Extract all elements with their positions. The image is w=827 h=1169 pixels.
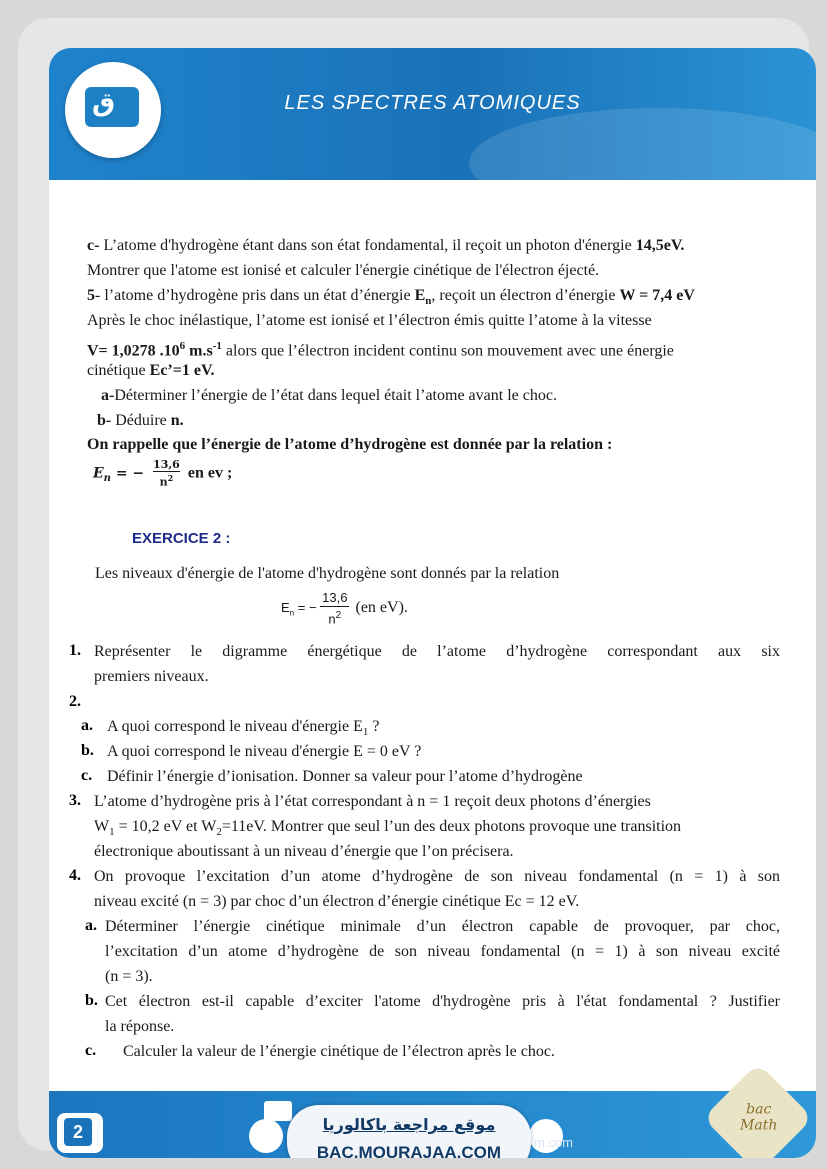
page-title: LES SPECTRES ATOMIQUES [284,92,581,114]
question-4a-line3: (n = 3). [105,968,153,985]
question-4a-line2: l’excitation d’un atome d’hydrogène de son niveau fondamental (n = 1) à son niveau excité [105,943,780,960]
question-4b-line2: la réponse. [105,1018,175,1035]
question-3-line1: L’atome d’hydrogène pris à l’état correspondant à n = 1 reçoit deux photons d’énergies [94,793,651,810]
question-1-line2: premiers niveaux. [94,668,209,685]
question-2b-number: b. [81,742,94,759]
question-3-line3: électronique aboutissant à un niveau d’énergie que l’on précisera. [94,843,514,860]
question-5-line3: V= 1,0278 $.10^6$ $m.s^{-1}$ alors que l’électron incident continu son mouvement avec une énergie [87,340,674,360]
question-4a-number: a. [85,917,97,934]
question-4-line2: niveau excité (n = 3) par choc d’un électron d’énergie cinétique Ec = 12 eV. [94,893,580,910]
page-number-badge [57,1113,103,1153]
site-name-arabic[interactable]: موقع مراجعة باكالوريا [322,1115,496,1134]
question-4-line1: On provoque l’excitation d’un atome d’hydrogène de son niveau fondamental (n = 1) à son [94,868,780,885]
question-3-line2: $W_1 = 10,2$ eV et $W_2=11eV$. Montrer que seul l’un des deux photons provoque une transition [94,818,682,839]
url-fragment: m.com [534,1135,573,1150]
question-2c: Définir l’énergie d’ionisation. Donner sa valeur pour l’atome d’hydrogène [107,768,583,785]
question-2-number: 2. [69,693,81,710]
question-2a: A quoi correspond le niveau d'énergie $E_1$ ? [107,718,380,739]
question-2b: A quoi correspond le niveau d'énergie E = 0 eV ? [107,743,422,760]
page-frame [18,18,809,1158]
question-4c-number: c. [85,1042,97,1059]
document-sheet [49,48,816,1158]
question-5a: a-Déterminer l’énergie de l’état dans lequel était l’atome avant le choc. [101,387,557,404]
page-number: 2 [64,1118,92,1146]
footer-banner [49,1091,816,1158]
energy-formula: $E_n$ = − $\frac{13,6}{n^2}$ en ev ; [93,458,233,489]
header-banner [49,48,816,180]
question-1-number: 1. [69,642,81,659]
exercise-2-title: EXERCICE 2 : [132,530,231,547]
question-5b: b- Déduire n. [97,412,184,429]
site-link[interactable] [287,1105,531,1158]
question-1-line1: Représenter le digramme énergétique de l’atome d’hydrogène correspondant aux six [94,643,780,660]
recall-statement: On rappelle que l’énergie de l’atome d’hydrogène est donnée par la relation : [87,436,613,453]
exercise-2-formula: $E_n$ = − $\frac{13,6}{n^2}$ (en eV). [281,590,408,627]
question-4b-line1: Cet électron est-il capable d’exciter l'atome d'hydrogène pris à l'état fondamental ? Justifier [105,993,780,1010]
question-4b-number: b. [85,992,98,1009]
question-1c-line2: Montrer que l'atome est ionisé et calculer l'énergie cinétique de l'électron éjecté. [87,262,600,279]
question-2c-number: c. [81,767,93,784]
question-5-line4: cinétique Ec’=1 eV. [87,362,215,379]
exercise-2-intro: Les niveaux d'énergie de l'atome d'hydrogène sont donnés par la relation [95,565,560,582]
question-5-line1: 5- l’atome d’hydrogène pris dans un état d’énergie $E_n$, reçoit un électron d’énergie W = 7,4 eV [87,287,695,308]
question-3-number: 3. [69,792,81,809]
site-url[interactable]: BAC.MOURAJAA.COM [316,1143,502,1158]
question-5-line2: Après le choc inélastique, l’atome est ionisé et l’électron émis quitte l’atome à la vitesse [87,312,652,329]
question-4c: Calculer la valeur de l’énergie cinétique de l’électron après le choc. [123,1043,555,1060]
question-2a-number: a. [81,717,93,734]
mascot-left-icon [249,1119,283,1153]
logo-glyph: ق [92,88,116,118]
bac-math-badge [703,1063,813,1158]
bac-math-label: bac Math [740,1101,778,1134]
question-4a-line1: Déterminer l’énergie cinétique minimale d’un électron capable de provoquer, par choc, [105,918,780,935]
question-1c-line1: c- L’atome d'hydrogène étant dans son état fondamental, il reçoit un photon d'énergie 14,5eV. [87,237,685,254]
header-wave-decoration [469,108,816,218]
question-4-number: 4. [69,867,81,884]
